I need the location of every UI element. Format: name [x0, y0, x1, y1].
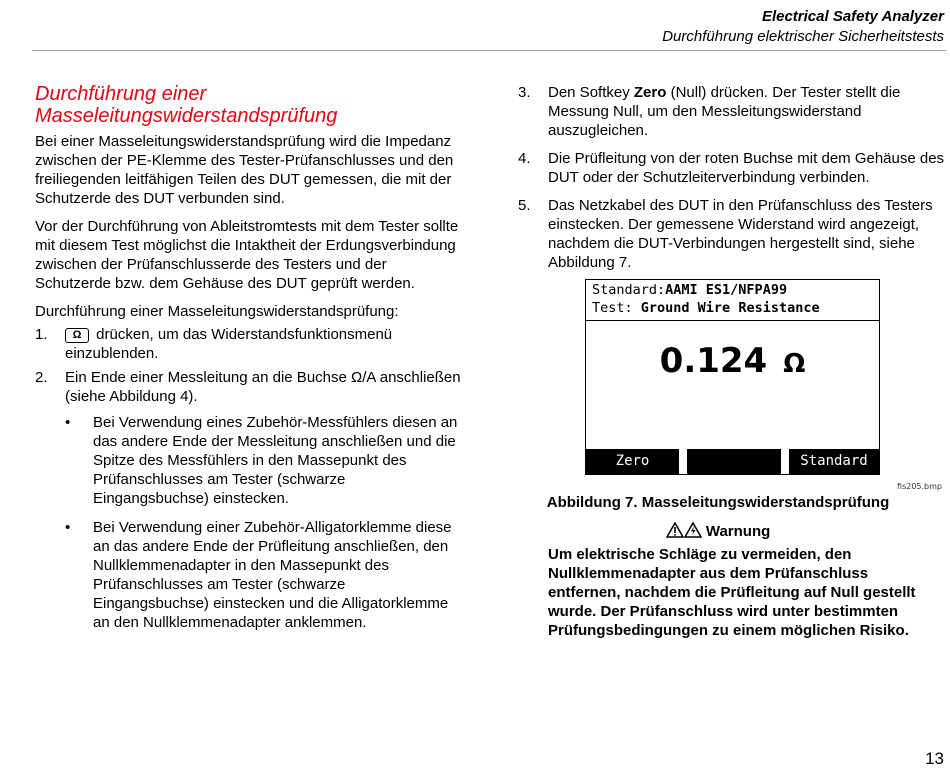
softkey-bar	[586, 449, 879, 474]
figure-filename: fis205.bmp	[897, 482, 942, 491]
softkey-zero[interactable]: Zero	[586, 449, 679, 474]
step-text: Das Netzkabel des DUT in den Prüfanschluss des Testers einstecken. Der gemessene Widerstand wird angezeigt, nachdem die DUT-Verbindungen hergestellt sind, siehe Abbildung 7.	[548, 197, 933, 271]
left-column	[35, 83, 465, 642]
bullet-probe	[35, 413, 465, 508]
step-4	[518, 149, 948, 187]
test-value: Ground Wire Resistance	[640, 300, 820, 316]
warning-heading	[518, 522, 918, 541]
section-title: Durchführung einer Masseleitungswiderstandsprüfung	[35, 83, 338, 127]
bullet-dot: •	[65, 519, 71, 536]
step-number: 2.	[35, 369, 48, 386]
warning-icons	[666, 523, 706, 540]
step-3	[518, 83, 948, 140]
running-header-title: Electrical Safety Analyzer	[761, 8, 944, 25]
bullet-text: Bei Verwendung einer Zubehör-Alligatorklemme diese an das andere Ende der Prüfleitung anschließen, den Nullklemmenadapter in den Massepunkt des Prüfanschlusses am Tester (schwarze Eingangsbuchse) einstecken und die Alligatorklemme an den Nullklemmenadapter anklemmen.	[93, 519, 452, 631]
softkey-standard[interactable]: Standard	[789, 449, 879, 474]
test-label: Test:	[592, 300, 641, 316]
step-text-post: (Null) drücken. Der Tester stellt die Messung Null, um den Messleitungswiderstand auszugleichen.	[548, 84, 901, 139]
page-number: 13	[925, 749, 944, 768]
running-header-subtitle: Durchführung elektrischer Sicherheitstests	[662, 28, 944, 45]
step-text: Ein Ende einer Messleitung an die Buchse Ω/A anschließen (siehe Abbildung 4).	[65, 369, 461, 405]
step-text-pre: Den Softkey	[548, 84, 634, 101]
softkey-blank[interactable]	[687, 449, 781, 474]
step-number: 3.	[518, 84, 531, 101]
warning-triangle-icon	[666, 522, 684, 538]
figure-caption: Abbildung 7. Masseleitungswiderstandsprüfung	[546, 494, 890, 511]
standard-label: Standard:	[592, 282, 666, 298]
high-voltage-icon	[684, 522, 702, 538]
step-number: 1.	[35, 326, 48, 343]
step-1	[35, 325, 465, 363]
step-5	[518, 196, 948, 272]
resistance-reading	[586, 341, 879, 381]
step-number: 5.	[518, 197, 531, 214]
step-text: drücken, um das Widerstandsfunktionsmenü einzublenden.	[65, 326, 393, 362]
step-text: Die Prüfleitung von der roten Buchse mit dem Gehäuse des DUT oder der Schutzleiterverbindung verbinden.	[548, 150, 945, 186]
step-number: 4.	[518, 150, 531, 167]
screen-status-area	[586, 280, 879, 321]
reading-unit: Ω	[783, 349, 806, 379]
step-2	[35, 368, 465, 406]
preparation-paragraph: Vor der Durchführung von Ableitstromtests mit dem Tester sollte mit diesem Test möglichst die Intaktheit der Erdungsverbindung zwischen der Prüfanschlusserde des Testers und der Schutzerde bzw. dem Gehäuse des DUT geprüft werden.	[35, 218, 459, 292]
warning-title: Warnung	[705, 523, 771, 540]
standard-value: AAMI ES1/NFPA99	[665, 282, 788, 298]
zero-softkey-name: Zero	[633, 84, 667, 101]
procedure-lead: Durchführung einer Masseleitungswiderstandsprüfung:	[35, 303, 399, 320]
ohm-key-icon: Ω	[65, 328, 89, 343]
tester-display-screen	[585, 279, 880, 475]
warning-text: Um elektrische Schläge zu vermeiden, den Nullklemmenadapter aus dem Prüfanschluss entfernen, nachdem die Prüfleitung auf Null gestellt wurde. Der Prüfanschluss wird unter bestimmten Prüfungsbedingungen zu einem möglichen Risiko.	[548, 546, 916, 639]
bullet-alligator	[35, 518, 465, 632]
right-column	[518, 83, 948, 640]
bullet-text: Bei Verwendung eines Zubehör-Messfühlers diesen an das andere Ende der Messleitung anschließen und die Spitze des Messfühlers in den Massepunkt des Prüfanschlusses am Tester (schwarze Eingangsbuchse) einstecken.	[93, 414, 458, 507]
figure-7	[518, 277, 948, 493]
bullet-dot: •	[65, 414, 71, 431]
intro-paragraph: Bei einer Masseleitungswiderstandsprüfung wird die Impedanz zwischen der PE-Klemme des Tester-Prüfanschlusses und den freiliegenden leitfähigen Teilen des DUT gemessen, die mit der Schutzerde des DUT verbunden sind.	[35, 133, 454, 207]
reading-value: 0.124	[659, 341, 768, 381]
header-rule	[32, 50, 946, 51]
